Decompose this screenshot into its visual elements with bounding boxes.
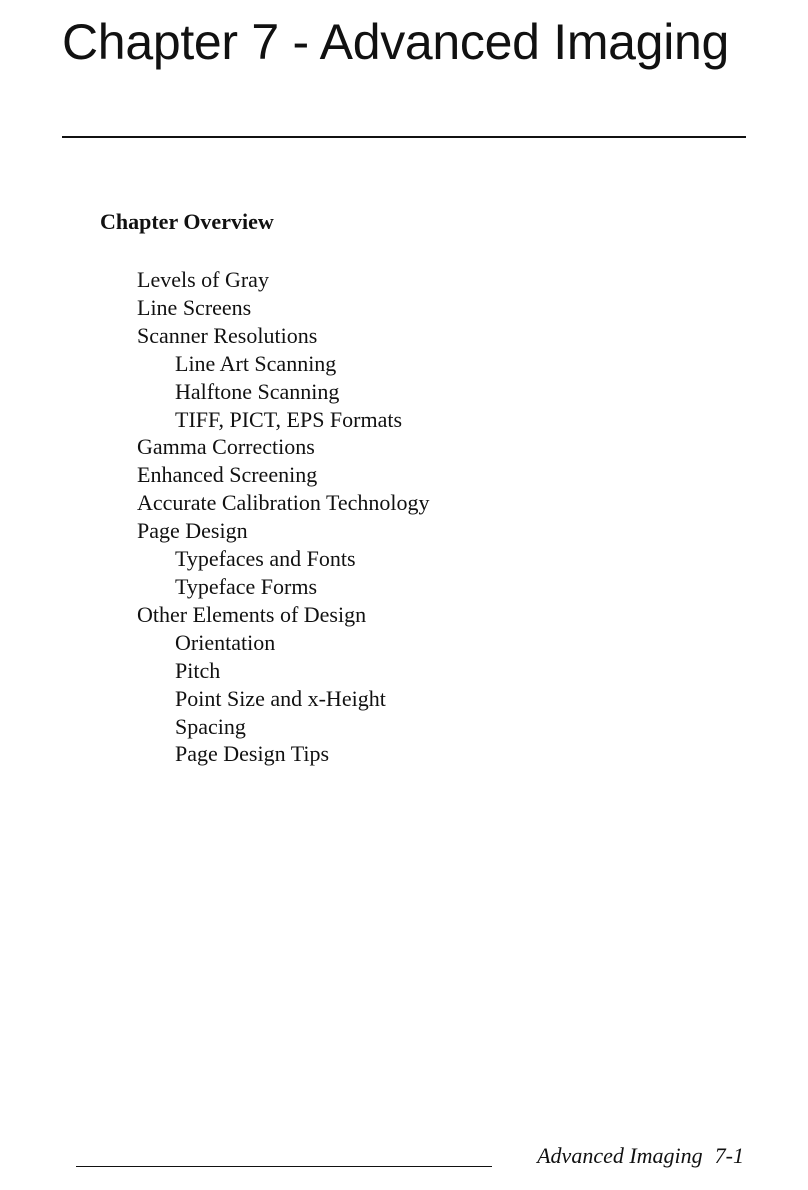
overview-subitem: Line Art Scanning: [175, 350, 337, 376]
overview-subitem: Spacing: [175, 713, 246, 739]
overview-subitem: Halftone Scanning: [175, 378, 340, 404]
overview-subitem: Orientation: [175, 629, 276, 655]
overview-subitem: Point Size and x-Height: [175, 685, 386, 711]
overview-subitem: Typefaces and Fonts: [175, 546, 356, 572]
chapter-overview-list: [137, 266, 430, 768]
page-number: 7-1: [714, 1143, 744, 1168]
title-underline: [62, 136, 746, 138]
chapter-title: Chapter 7 - Advanced Imaging: [62, 14, 730, 70]
footer-section-title: Advanced Imaging: [537, 1143, 703, 1168]
footer-rule: [76, 1166, 492, 1167]
overview-item: Scanner Resolutions: [137, 322, 318, 348]
overview-item: Gamma Corrections: [137, 434, 315, 460]
overview-item: Accurate Calibration Technology: [137, 490, 430, 516]
overview-item: Enhanced Screening: [137, 462, 318, 488]
overview-item: Other Elements of Design: [137, 601, 367, 627]
overview-subitem: TIFF, PICT, EPS Formats: [175, 406, 403, 432]
overview-item: Levels of Gray: [137, 267, 269, 292]
overview-item: Line Screens: [137, 294, 252, 320]
overview-subitem: Page Design Tips: [175, 741, 330, 767]
overview-item: Page Design: [137, 518, 248, 544]
overview-heading: Chapter Overview: [100, 209, 274, 234]
overview-subitem: Typeface Forms: [175, 573, 318, 599]
page-footer: [537, 1142, 744, 1170]
overview-subitem: Pitch: [175, 657, 221, 683]
